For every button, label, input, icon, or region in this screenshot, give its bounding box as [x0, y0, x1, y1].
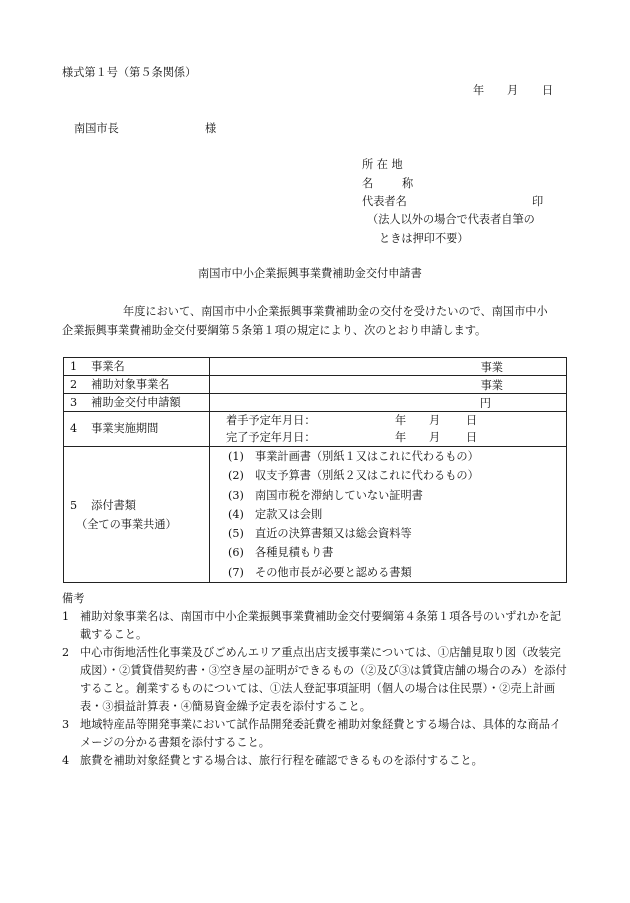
year-label: 年	[395, 431, 407, 444]
end-date-line	[226, 429, 566, 446]
remark-item	[62, 716, 572, 752]
year-label: 年	[395, 414, 407, 427]
business-name-cell[interactable]	[210, 358, 567, 376]
seal-note-line1: （法人以外の場合で代表者自筆の	[367, 213, 535, 226]
addressee: 南国市長	[74, 122, 119, 135]
start-date-label: 着手予定年月日：	[226, 414, 316, 427]
attachment-item: (2) 収支予算書（別紙２又はこれに代わるもの）	[228, 469, 479, 483]
period-cell[interactable]	[210, 412, 567, 447]
table-row	[64, 412, 567, 447]
remark-item	[62, 752, 572, 770]
intro-line2: 企業振興事業費補助金交付要綱第５条第１項の規定により、次のとおり申請します。	[62, 324, 487, 337]
remark-text: 中心市街地活性化事業及びごめんエリア重点出店支援事業については、①店舗見取り図（改装完成図）・②賃貸借契約書・③空き屋の証明ができるもの（②及び③は賃貸店舗の場合のみ）を添付すること。創業するものについては、①法人登記事項証明（個人の場合は住民票）・②売上計画表・③損益計算表・④簡易資金繰予定表を添付すること。	[80, 646, 567, 713]
row-number: 2	[70, 377, 78, 391]
remark-number: 4	[62, 754, 70, 767]
attachments-cell	[210, 447, 567, 583]
attachment-item: (1) 事業計画書（別紙１又はこれに代わるもの）	[228, 450, 479, 463]
requested-amount-cell[interactable]	[210, 394, 567, 412]
row-suffix: 事業	[480, 361, 503, 374]
form-number: 様式第１号（第５条関係）	[62, 66, 197, 79]
table-row	[64, 447, 567, 583]
attachment-item: (5) 直近の決算書類又は総会資料等	[228, 527, 412, 541]
row-label: 事業実施期間	[91, 422, 159, 436]
remark-item	[62, 644, 572, 716]
remarks-section	[62, 590, 572, 770]
remark-number: 3	[62, 718, 70, 731]
honorific: 様	[205, 122, 217, 135]
row-label: 事業名	[91, 359, 125, 373]
remark-text: 地域特産品等開発事業において試作品開発委託費を補助対象経費とする場合は、具体的な商品イメージの分かる書類を添付すること。	[80, 718, 562, 749]
row-number: 5	[70, 498, 78, 512]
seal-note-line2: ときは押印不要）	[379, 232, 469, 245]
start-date-line	[226, 412, 566, 429]
day-label: 日	[466, 431, 478, 444]
row-label: 補助対象事業名	[91, 377, 170, 391]
remark-text: 補助対象事業名は、南国市中小企業振興事業費補助金交付要綱第４条第１項各号のいずれかを記載すること。	[80, 610, 562, 641]
row-label-cell	[64, 394, 210, 412]
row-label: 添付書類	[91, 498, 136, 512]
attachment-item: (3) 南国市税を滞納していない証明書	[228, 488, 423, 502]
remark-number: 2	[62, 646, 70, 659]
subsidy-business-name-cell[interactable]	[210, 376, 567, 394]
row-number: 3	[70, 395, 78, 409]
address-label: 所 在 地	[362, 158, 403, 171]
name-label-1: 名	[362, 177, 374, 190]
remark-number: 1	[62, 610, 70, 623]
day-label: 日	[466, 414, 478, 427]
row-number: 4	[70, 422, 78, 436]
application-table	[63, 357, 567, 583]
row-number: 1	[70, 359, 78, 373]
month-label: 月	[429, 414, 441, 427]
row-suffix: 円	[479, 397, 491, 410]
table-row	[64, 394, 567, 412]
remark-text: 旅費を補助対象経費とする場合は、旅行行程を確認できるものを添付すること。	[80, 754, 483, 767]
date-day-label: 日	[542, 84, 554, 97]
attachment-item: (4) 定款又は会則	[228, 507, 323, 521]
table-row	[64, 376, 567, 394]
row-label-cell	[64, 376, 210, 394]
name-label-2: 称	[402, 177, 414, 190]
table-row	[64, 358, 567, 376]
row-suffix: 事業	[480, 379, 503, 392]
document-title: 南国市中小企業振興事業費補助金交付申請書	[198, 267, 422, 280]
row-sublabel: （全ての事業共通）	[76, 517, 177, 531]
seal-mark: 印	[532, 195, 544, 208]
attachment-item: (6) 各種見積もり書	[228, 546, 334, 560]
representative-label: 代表者名	[362, 195, 407, 208]
date-month-label: 月	[507, 84, 519, 97]
remark-item	[62, 608, 572, 644]
row-label: 補助金交付申請額	[91, 395, 181, 409]
remarks-heading: 備考	[62, 592, 85, 605]
date-year-label: 年	[473, 84, 485, 97]
row-label-cell	[64, 447, 210, 583]
intro-line1: 年度において、南国市中小企業振興事業費補助金の交付を受けたいので、南国市中小	[123, 305, 548, 318]
row-label-cell	[64, 358, 210, 376]
row-label-cell	[64, 412, 210, 447]
attachment-item: (7) その他市長が必要と認める書類	[228, 565, 412, 579]
end-date-label: 完了予定年月日：	[226, 431, 316, 444]
month-label: 月	[429, 431, 441, 444]
